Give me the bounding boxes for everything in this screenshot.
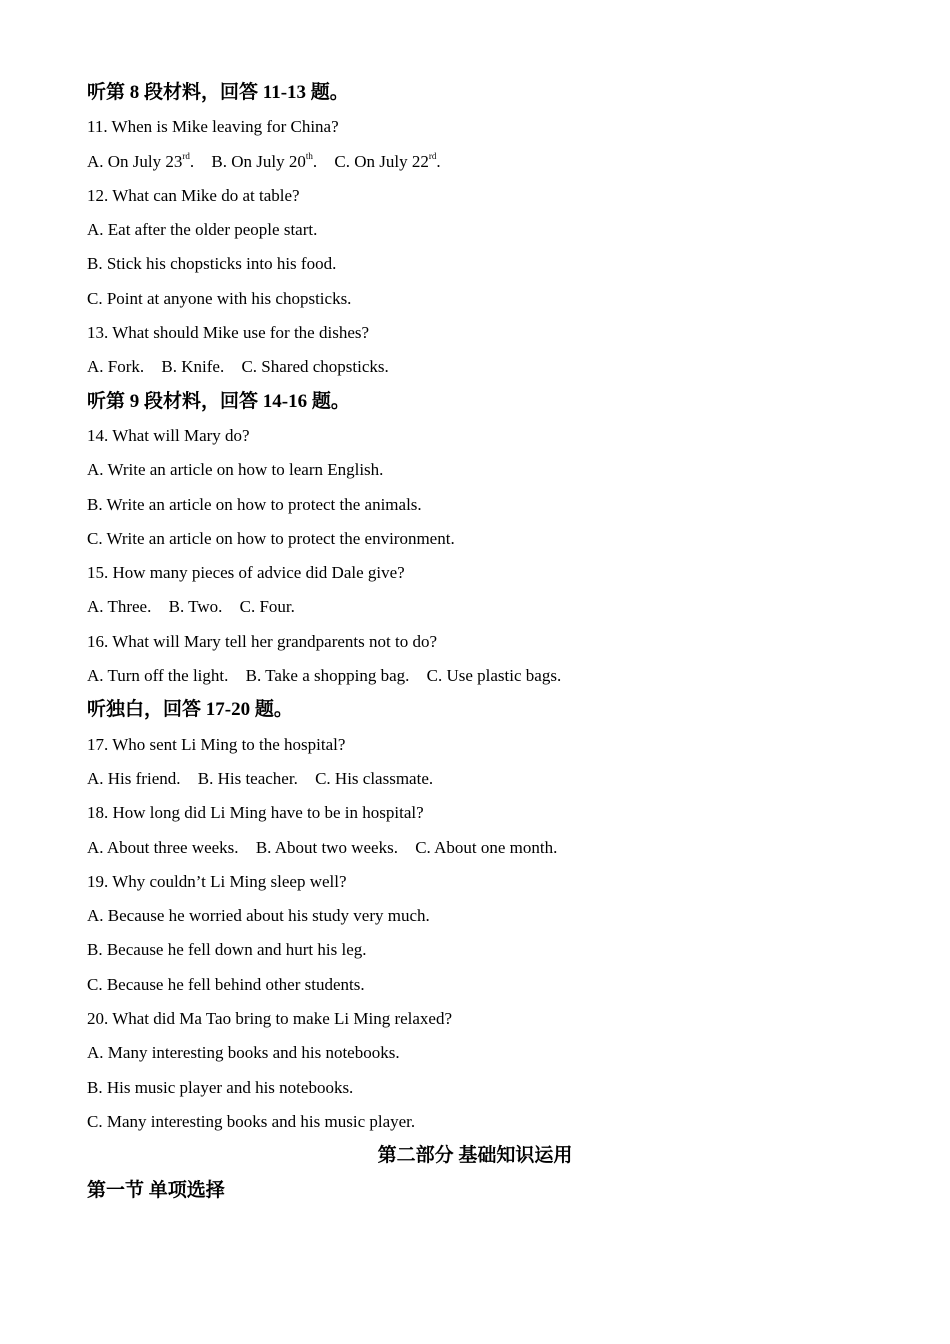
q17-options <box>87 762 867 796</box>
q11-option-a: A. On July 23rd. <box>87 150 195 171</box>
q18-option-c: C. About one month. <box>415 837 558 857</box>
q12-option-a: A. Eat after the older people start. <box>87 220 318 240</box>
q13-options <box>87 350 867 384</box>
q18-options <box>87 831 867 865</box>
q20-option-b: B. His music player and his notebooks. <box>87 1077 354 1097</box>
q13-option-c: C. Shared chopsticks. <box>241 357 389 377</box>
q14-question: 14. What will Mary do? <box>87 425 250 445</box>
section9-heading: 听第 9 段材料，回答 14-16 题。 <box>87 390 350 412</box>
q13-option-a: A. Fork. <box>87 357 145 377</box>
q17-option-b: B. His teacher. <box>197 768 298 788</box>
q16-option-b: B. Take a shopping bag. <box>245 666 410 686</box>
q11-option-b: B. On July 20th. <box>211 150 318 171</box>
q19-question: 19. Why couldn’t Li Ming sleep well? <box>87 871 347 891</box>
q16-question: 16. What will Mary tell her grandparents not to do? <box>87 631 437 651</box>
q16-options <box>87 659 867 693</box>
section1-title: 第一节 单项选择 <box>87 1179 225 1201</box>
q14-option-c: C. Write an article on how to protect the environment. <box>87 528 455 548</box>
q17-option-a: A. His friend. <box>87 768 181 788</box>
q16-option-a: A. Turn off the light. <box>87 666 229 686</box>
q15-question: 15. How many pieces of advice did Dale give? <box>87 563 405 583</box>
part2-title: 第二部分 基础知识运用 <box>377 1145 573 1167</box>
q18-option-a: A. About three weeks. <box>87 837 239 857</box>
q20-option-c: C. Many interesting books and his music player. <box>87 1111 416 1131</box>
q11-option-c: C. On July 22rd. <box>334 150 441 171</box>
q14-option-a: A. Write an article on how to learn English. <box>87 460 384 480</box>
q12-option-c: C. Point at anyone with his chopsticks. <box>87 288 352 308</box>
q15-option-c: C. Four. <box>239 597 295 617</box>
q15-option-a: A. Three. <box>87 597 152 617</box>
q19-option-c: C. Because he fell behind other students. <box>87 974 365 994</box>
q15-options <box>87 590 867 624</box>
exam-page <box>87 76 867 1208</box>
q14-option-b: B. Write an article on how to protect the animals. <box>87 494 422 514</box>
q11-options <box>87 145 867 179</box>
q19-option-a: A. Because he worried about his study very much. <box>87 906 430 926</box>
q12-option-b: B. Stick his chopsticks into his food. <box>87 254 337 274</box>
monologue-heading: 听独白，回答 17-20 题。 <box>87 699 293 721</box>
q19-option-b: B. Because he fell down and hurt his leg. <box>87 940 367 960</box>
q20-question: 20. What did Ma Tao bring to make Li Ming relaxed? <box>87 1009 453 1029</box>
q11-question: 11. When is Mike leaving for China? <box>87 117 339 137</box>
q18-option-b: B. About two weeks. <box>255 837 398 857</box>
q17-question: 17. Who sent Li Ming to the hospital? <box>87 734 346 754</box>
q13-option-b: B. Knife. <box>161 357 225 377</box>
section8-heading: 听第 8 段材料，回答 11-13 题。 <box>87 82 349 103</box>
q18-question: 18. How long did Li Ming have to be in hospital? <box>87 803 424 823</box>
q20-option-a: A. Many interesting books and his notebooks. <box>87 1043 400 1063</box>
q13-question: 13. What should Mike use for the dishes? <box>87 323 370 343</box>
q15-option-b: B. Two. <box>168 597 223 617</box>
q17-option-c: C. His classmate. <box>315 768 434 788</box>
q12-question: 12. What can Mike do at table? <box>87 185 300 205</box>
q16-option-c: C. Use plastic bags. <box>426 666 562 686</box>
